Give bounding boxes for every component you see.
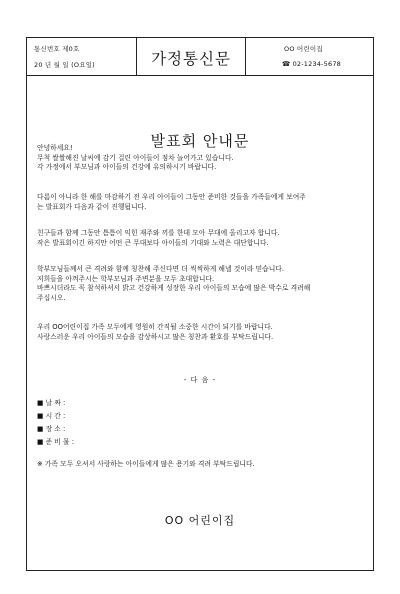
footer-org-name: OO 어린이집	[164, 514, 236, 527]
text-line: 바쁘시더라도 꼭 참석하셔서 밝고 건강하게 성장한 우리 아이들의 모습에 많은 박수로 격려해	[37, 284, 311, 293]
text-line: 작은 발표회이긴 하지만 어떤 큰 무대보다 아이들의 기대와 노력은 대단합니다.	[37, 238, 269, 247]
issue-date: 20 년 월 일 (O요일)	[34, 61, 95, 69]
section-label: - 다 음 -	[183, 376, 217, 384]
closing-note: ※ 가족 모두 오셔서 사랑하는 아이들에게 많은 용기와 격려 부탁드립니다.	[37, 460, 255, 468]
field-time: ■ 시 간 :	[37, 412, 66, 420]
notice-type-title: 가정통신문	[151, 50, 231, 68]
document-title: 발표회 안내문	[150, 132, 250, 150]
text-line: 는 발표회가 다음과 같이 진행됩니다.	[37, 202, 147, 211]
text-line: 안녕하세요!	[37, 144, 73, 152]
text-line: 다름이 아니라 한 해를 마감하기 전 우리 아이들이 그동안 준비한 것들을 가족들에게 보여주	[37, 193, 306, 201]
paragraph-performance	[37, 229, 367, 248]
paragraph-closing	[37, 323, 367, 342]
header-left-cell	[27, 38, 137, 75]
header-right-cell	[246, 38, 373, 75]
text-line: 학부모님들께서 큰 격려와 함께 칭찬해 주신다면 더 씩씩하게 해낼 것이라 믿습니다.	[37, 265, 285, 273]
field-date: ■ 날 짜 :	[37, 399, 66, 407]
org-phone: ☎ 02-1234-5678	[282, 60, 342, 68]
org-name: OO 어린이집	[284, 45, 323, 53]
paragraph-invitation	[37, 265, 367, 303]
text-line: 각 가정에서 부모님과 아이들의 건강에 유의하시기 바랍니다.	[37, 163, 217, 172]
text-line: 사랑스러운 우리 아이들의 모습을 감상하시고 많은 칭찬과 환호를 부탁드립니다.	[37, 332, 274, 341]
notice-sheet	[26, 37, 374, 571]
text-line: 주십시오.	[37, 293, 66, 302]
paragraph-greeting	[37, 144, 367, 173]
text-line: 저희들을 아껴주시는 학부모님과 주변분을 모두 초대합니다.	[37, 274, 215, 283]
field-place: ■ 장 소 :	[37, 425, 66, 433]
header-title-cell	[137, 38, 246, 75]
header-table	[27, 38, 373, 76]
text-line: 우리 OO어린이집 가족 모두에게 영원히 간직될 소중한 시간이 되기를 바랍니다.	[37, 323, 273, 331]
issue-number: 통신번호 제0호	[34, 45, 80, 53]
text-line: 무척 쌀쌀해진 날씨에 감기 걸린 아이들이 점차 늘어가고 있습니다.	[37, 153, 234, 162]
paragraph-event-intro	[37, 193, 367, 212]
field-supplies: ■ 준 비 물 :	[37, 438, 75, 446]
text-line: 친구들과 함께 그동안 틈틈이 익힌 재주와 끼를 한데 모아 무대에 올리고자 합니다.	[37, 229, 280, 237]
